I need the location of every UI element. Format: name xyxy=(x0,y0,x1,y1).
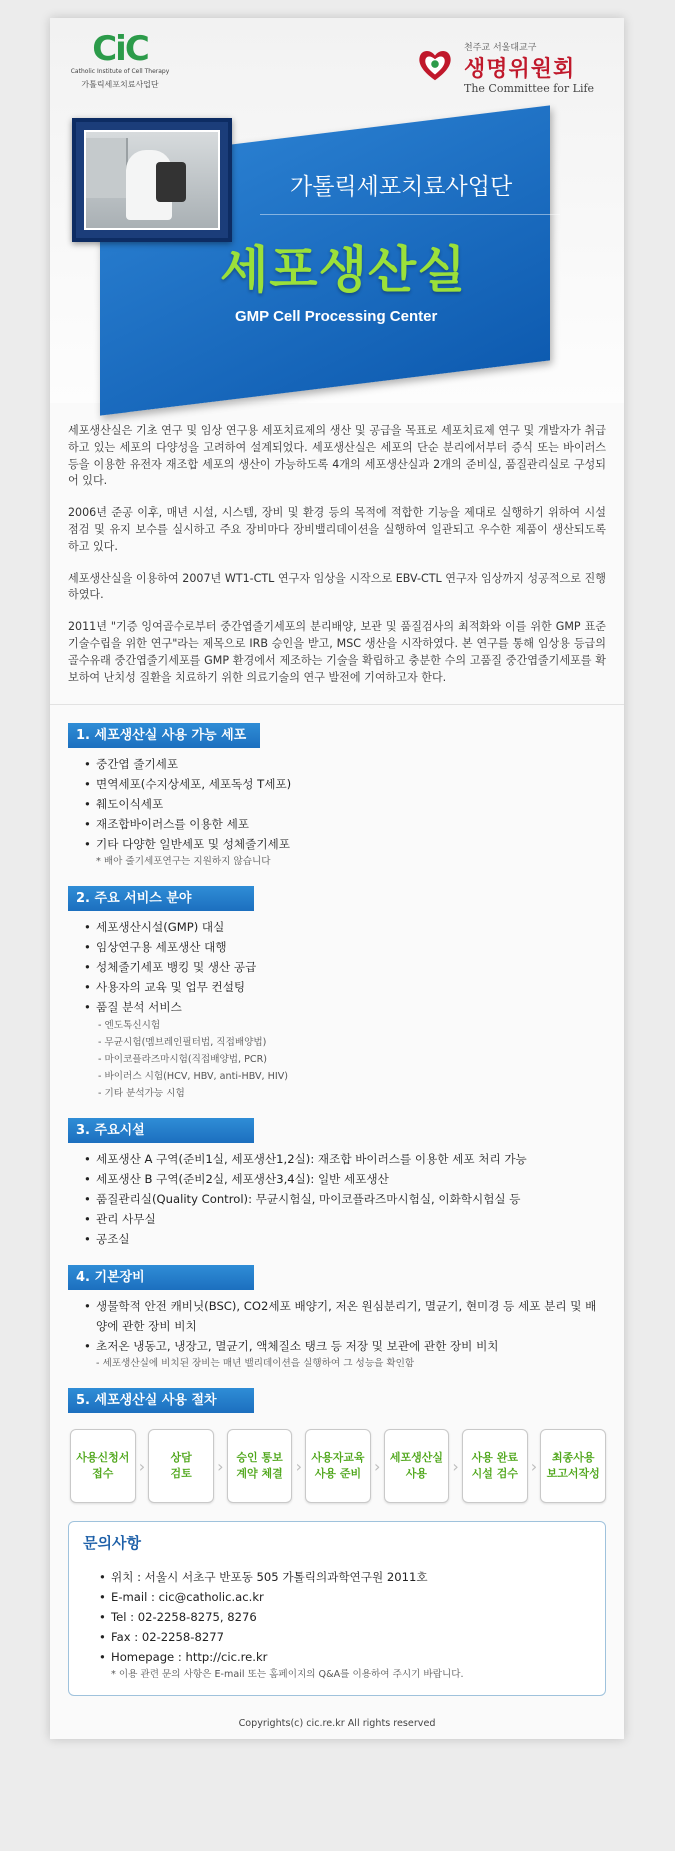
procedure-step: 사용신청서 접수 xyxy=(70,1429,136,1503)
list-item: • 생물학적 안전 캐비닛(BSC), CO2세포 배양기, 저온 원심분리기, 멸균기, 현미경 등 세포 분리 및 배양에 관한 장비 비치 xyxy=(84,1296,606,1336)
banner-org-name: 가톨릭세포치료사업단 xyxy=(290,174,513,200)
committee-english-name: The Committee for Life xyxy=(464,82,595,95)
contact-note: * 이용 관련 문의 사항은 E-mail 또는 홈페이지의 Q&A를 이용하여 주시기 바랍니다. xyxy=(111,1669,464,1681)
list-item: • 면역세포(수지상세포, 세포독성 T세포) xyxy=(84,774,606,794)
section-note: * 배아 줄기세포연구는 지원하지 않습니다 xyxy=(96,856,271,868)
section-services xyxy=(68,886,606,1102)
heart-icon xyxy=(416,46,454,84)
contact-tel: • Tel : 02-2258-8275, 8276 xyxy=(99,1607,591,1627)
sub-item: - 엔도톡신시험 xyxy=(98,1020,161,1032)
procedure-step: 사용 완료 시설 검수 xyxy=(462,1429,528,1503)
contact-homepage[interactable]: • Homepage : http://cic.re.kr xyxy=(99,1647,591,1667)
sub-item: - 기타 분석가능 시험 xyxy=(98,1088,185,1100)
list-item: • 중간엽 줄기세포 xyxy=(84,754,606,774)
section-title: 3. 주요시설 xyxy=(68,1118,254,1143)
section-usable-cells xyxy=(68,723,606,870)
list-item: • 사용자의 교육 및 업무 컨설팅 xyxy=(84,977,606,997)
list-item: • 초저온 냉동고, 냉장고, 멸균기, 액체질소 탱크 등 저장 및 보관에 관한 장비 비치 xyxy=(84,1336,606,1356)
header-banner-area xyxy=(50,18,624,403)
contact-title: 문의사항 xyxy=(83,1534,141,1553)
cic-logo-english: Catholic Institute of Cell Therapy xyxy=(70,68,170,75)
section-title: 1. 세포생산실 사용 가능 세포 xyxy=(68,723,260,748)
section-title: 4. 기본장비 xyxy=(68,1265,254,1290)
procedure-step: 상담 검토 xyxy=(148,1429,214,1503)
section-note: - 세포생산실에 비치된 장비는 매년 밸리데이션을 실행하여 그 성능을 확인함 xyxy=(96,1358,415,1370)
banner-divider xyxy=(260,214,560,215)
section-title: 2. 주요 서비스 분야 xyxy=(68,886,254,911)
chevron-right-icon: › xyxy=(138,1456,146,1476)
list-item: • 재조합바이러스를 이용한 세포 xyxy=(84,814,606,834)
content-body xyxy=(50,705,624,1706)
cic-logo-korean: 가톨릭세포치료사업단 xyxy=(81,80,159,89)
intro-paragraph: 세포생산실은 기초 연구 및 임상 연구용 세포치료제의 생산 및 공급을 목표로 세포치료제 연구 및 개발자가 취급하고 있는 세포의 다양성을 고려하여 설계되었다. 세포생산실은 세포의 단순 분리에서부터 증식 또는 바이러스 등을 이용한 유전자 재조합 세포의 생산이 가능하도록 4개의 세포생산실과 2개의 준비실, 품질관리실로 구성되어 있다. xyxy=(68,424,606,488)
sub-item: - 마이코플라즈마시험(직접배양법, PCR) xyxy=(98,1054,267,1066)
section-title: 5. 세포생산실 사용 절차 xyxy=(68,1388,254,1413)
intro-text xyxy=(50,403,624,705)
procedure-step: 세포생산실 사용 xyxy=(384,1429,450,1503)
contact-fax: • Fax : 02-2258-8277 xyxy=(99,1627,591,1647)
intro-paragraph: 세포생산실을 이용하여 2007년 WT1-CTL 연구자 임상을 시작으로 EBV-CTL 연구자 임상까지 성공적으로 진행하였다. xyxy=(68,571,606,602)
list-item: • 관리 사무실 xyxy=(84,1209,606,1229)
list-item: • 췌도이식세포 xyxy=(84,794,606,814)
committee-name: 생명위원회 xyxy=(464,57,576,82)
document-sheet xyxy=(50,18,624,1739)
chevron-right-icon: › xyxy=(452,1456,459,1476)
procedure-flow xyxy=(70,1429,606,1503)
list-item: • 세포생산시설(GMP) 대실 xyxy=(84,917,606,937)
copyright-footer: Copyrights(c) cic.re.kr All rights reserved xyxy=(238,1718,436,1730)
list-item: • 세포생산 A 구역(준비1실, 세포생산1,2실): 재조합 바이러스를 이용한 세포 처리 가능 xyxy=(84,1149,606,1169)
sub-item: - 무균시험(멤브레인필터법, 직접배양법) xyxy=(98,1037,267,1049)
intro-paragraph: 2006년 준공 이후, 매년 시설, 시스템, 장비 및 환경 등의 목적에 적합한 기능을 제대로 실행하기 위하여 시설 점검 및 유지 보수를 실시하고 주요 장비마다 장비밸리데이션을 실행하여 일관되고 우수한 제품이 생산되도록 하고 있다. xyxy=(68,506,606,553)
section-facilities xyxy=(68,1118,606,1249)
section-equipment xyxy=(68,1265,606,1372)
list-item: • 성체줄기세포 뱅킹 및 생산 공급 xyxy=(84,957,606,977)
procedure-step: 최종사용 보고서작성 xyxy=(540,1429,606,1503)
chevron-right-icon: › xyxy=(373,1456,381,1476)
committee-parent-label: 천주교 서울대교구 xyxy=(464,43,537,53)
section-procedure xyxy=(68,1388,606,1503)
page-title: 세포생산실 xyxy=(220,241,467,299)
list-item: • 공조실 xyxy=(84,1229,606,1249)
sub-item: - 바이러스 시험(HCV, HBV, anti-HBV, HIV) xyxy=(98,1071,289,1083)
list-item: • 품질 분석 서비스 xyxy=(84,997,606,1017)
contact-box xyxy=(68,1521,606,1696)
procedure-step: 승인 통보 계약 체결 xyxy=(227,1429,293,1503)
committee-for-life-logo xyxy=(416,40,606,100)
chevron-right-icon: › xyxy=(217,1456,224,1476)
page-subtitle: GMP Cell Processing Center xyxy=(235,308,438,325)
list-item: • 임상연구용 세포생산 대행 xyxy=(84,937,606,957)
lab-photo xyxy=(72,118,232,242)
list-item: • 기타 다양한 일반세포 및 성체줄기세포 xyxy=(84,834,606,854)
cic-logo xyxy=(70,29,170,90)
chevron-right-icon: › xyxy=(530,1456,538,1476)
contact-address: • 위치 : 서울시 서초구 반포동 505 가톨릭의과학연구원 2011호 xyxy=(99,1567,591,1587)
list-item: • 품질관리실(Quality Control): 무균시험실, 마이코플라즈마시험실, 이화학시험실 등 xyxy=(84,1189,606,1209)
contact-email[interactable]: • E-mail : cic@catholic.ac.kr xyxy=(99,1587,591,1607)
list-item: • 세포생산 B 구역(준비2실, 세포생산3,4실): 일반 세포생산 xyxy=(84,1169,606,1189)
chevron-right-icon: › xyxy=(295,1456,302,1476)
intro-paragraph: 2011년 "기증 잉여골수로부터 중간엽줄기세포의 분리배양, 보관 및 품질검사의 최적화와 이를 위한 GMP 표준기술수립을 위한 연구"라는 제목으로 IRB 승인을 받고, MSC 생산을 시작하였다. 본 연구를 통해 임상용 등급의 골수유래 중간엽줄기세포를 GMP 환경에서 제조하는 기술을 확립하고 충분한 수의 고품질 중간엽줄기세포를 확보하여 난치성 질환을 치료하기 위한 의료기술의 연구 발전에 기여하고자 한다. xyxy=(68,620,606,684)
cic-logo-mark: CiC xyxy=(92,29,148,69)
procedure-step: 사용자교육 사용 준비 xyxy=(305,1429,371,1503)
